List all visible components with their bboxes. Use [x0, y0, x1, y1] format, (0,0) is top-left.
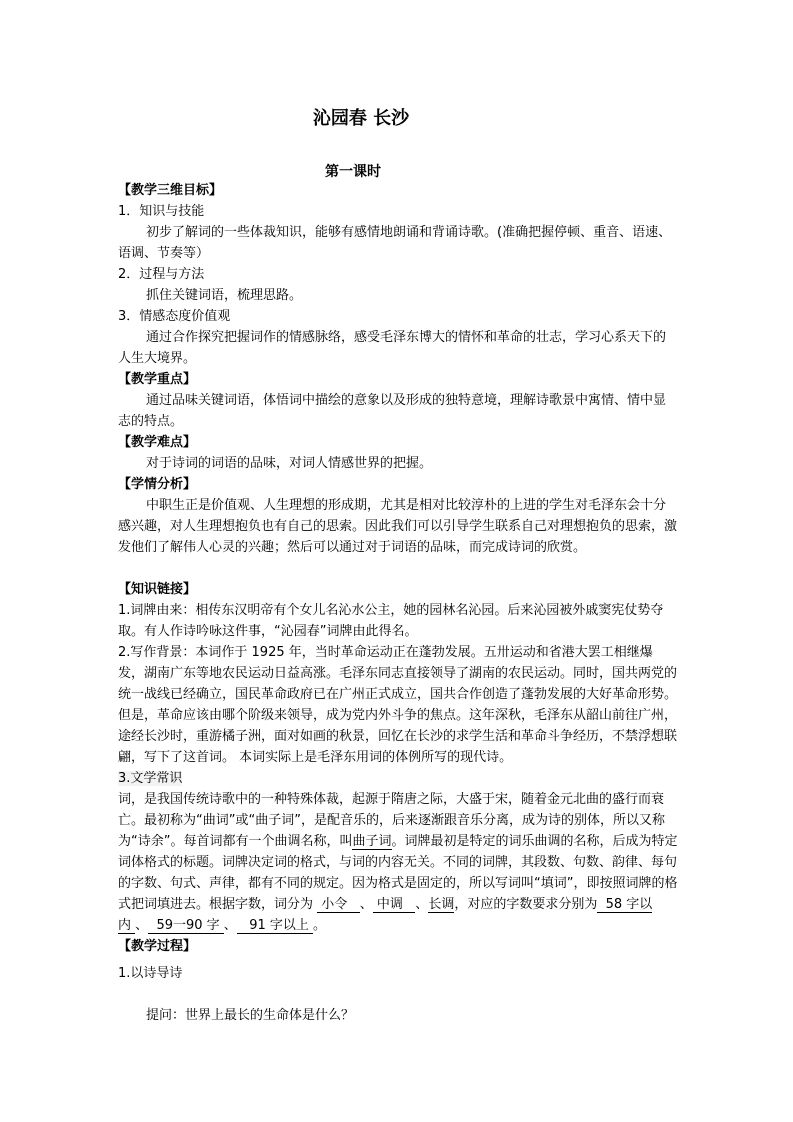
goal-process-text: 抓住关键词语，梳理思路。 [146, 288, 303, 303]
links-literature-label [118, 768, 678, 789]
lesson-subtitle: 第一课时 [325, 164, 381, 180]
separator: 、 [415, 897, 429, 912]
links-origin: 1.词牌由来：相传东汉明帝有个女儿名沁水公主，她的园林名沁园。后来沁园被外戚窦宪仗势夺取。有人作诗吟咏这件事，“沁园春”词牌由此得名。 [118, 603, 664, 639]
document-body [118, 180, 678, 1026]
blank-59-text: 59一90 字 [156, 918, 220, 933]
blank-58-text: 58 字以内 [118, 897, 653, 933]
lit-text-part-3: ，对应的字数要求分别为 [454, 897, 598, 912]
goal-attitude-label: 3．情感态度价值观 [118, 309, 231, 324]
goal-knowledge-text: 初步了解词的一些体裁知识，能够有感情地朗诵和背诵诗歌。(准确把握停顿、重音、语速、语调、节奏等） [118, 225, 672, 261]
blank-91 [237, 918, 313, 934]
blank-91-text: 91 字以上 [249, 918, 309, 933]
spacer [118, 558, 678, 579]
spacer [118, 984, 678, 1005]
blank-xiaoling-text: 小令 [321, 897, 348, 912]
blank-changdiao: 长调 [428, 897, 455, 912]
process-question: 提问：世界上最长的生命体是什么？ [146, 1008, 355, 1023]
blank-59 [148, 918, 224, 934]
lit-text-part-2: 。词牌最初是特定的词乐曲调的名称，后成为特定词体格式的标题。词牌决定词的格式，与词的内容无关。不同的词牌，其段数、句数、韵律、每句的字数、句式、声律，都有不同的规定。因为格式是固定的，所以写词叫“填词”，即按照词牌的格式把词填进去。根据字数，词分为 [118, 834, 678, 912]
separator: 、 [223, 918, 237, 933]
analysis-text: 中职生正是价值观、人生理想的形成期，尤其是相对比较淳朴的上进的学生对毛泽东会十分感兴趣，对人生理想抱负也有自己的思索。因此我们可以引导学生联系自己对理想抱负的思索，激发他们了解伟人心灵的兴趣；然后可以通过对于词语的品味，而完成诗词的欣赏。 [118, 498, 678, 555]
document-title: 沁园春 长沙 [312, 108, 410, 129]
links-literature-text [118, 789, 678, 936]
key-points-text: 通过品味关键词语，体悟词中描绘的意象以及形成的独特意境，理解诗歌景中寓情、情中显志的特点。 [118, 393, 667, 429]
process-step-1: 1.以诗导诗 [118, 966, 183, 981]
blank-zhongdiao [373, 897, 416, 913]
goal-process-label: 2．过程与方法 [118, 267, 205, 282]
key-points-heading: 【教学重点】 [118, 372, 197, 387]
process-heading: 【教学过程】 [118, 939, 197, 954]
blank-xiaoling [317, 897, 360, 913]
goal-knowledge-label: 1．知识与技能 [118, 204, 205, 219]
blank-zhongdiao-text: 中调 [376, 897, 403, 912]
literature-label-text: 3.文学常识 [118, 771, 183, 786]
difficulties-heading: 【教学难点】 [118, 435, 197, 450]
separator: 、 [135, 918, 149, 933]
lit-text-part-1: 词，是我国传统诗歌中的一种特殊体裁，起源于隋唐之际，大盛于宋，随着金元北曲的盛行而衰亡。最初称为“曲词”或“曲子词”，是配音乐的，后来逐渐跟音乐分离，成为诗的别体，所以又称为“诗余”。每首词都有一个曲调名称，叫 [118, 792, 665, 849]
blank-cipai: 曲子词 [352, 834, 392, 849]
period: 。 [313, 918, 327, 933]
separator: 、 [359, 897, 373, 912]
goal-attitude-text: 通过合作探究把握词作的情感脉络，感受毛泽东博大的情怀和革命的壮志，学习心系天下的人生大境界。 [118, 330, 667, 366]
links-background: 2.写作背景：本词作于 1925 年，当时革命运动正在蓬勃发展。五卅运动和省港大罢工相继爆发，湖南广东等地农民运动日益高涨。毛泽东同志直接领导了湖南的农民运动。同时，国共两党的统一战线已经确立，国民革命政府已在广州正式成立，国共合作创造了蓬勃发展的大好革命形势。但是，革命应该由哪个阶级来领导，成为党内外斗争的焦点。这年深秋，毛泽东从韶山前往广州，途经长沙时，重游橘子洲，面对如画的秋景，回忆在长沙的求学生活和革命斗争经历，不禁浮想联翩，写下了这首词。 本词实际上是毛泽东用词的体例所写的现代诗。 [118, 645, 678, 765]
difficulties-text: 对于诗词的词语的品味，对词人情感世界的把握。 [146, 456, 433, 471]
goals-heading: 【教学三维目标】 [118, 183, 223, 198]
links-heading: 【知识链接】 [118, 582, 197, 597]
analysis-heading: 【学情分析】 [118, 477, 197, 492]
